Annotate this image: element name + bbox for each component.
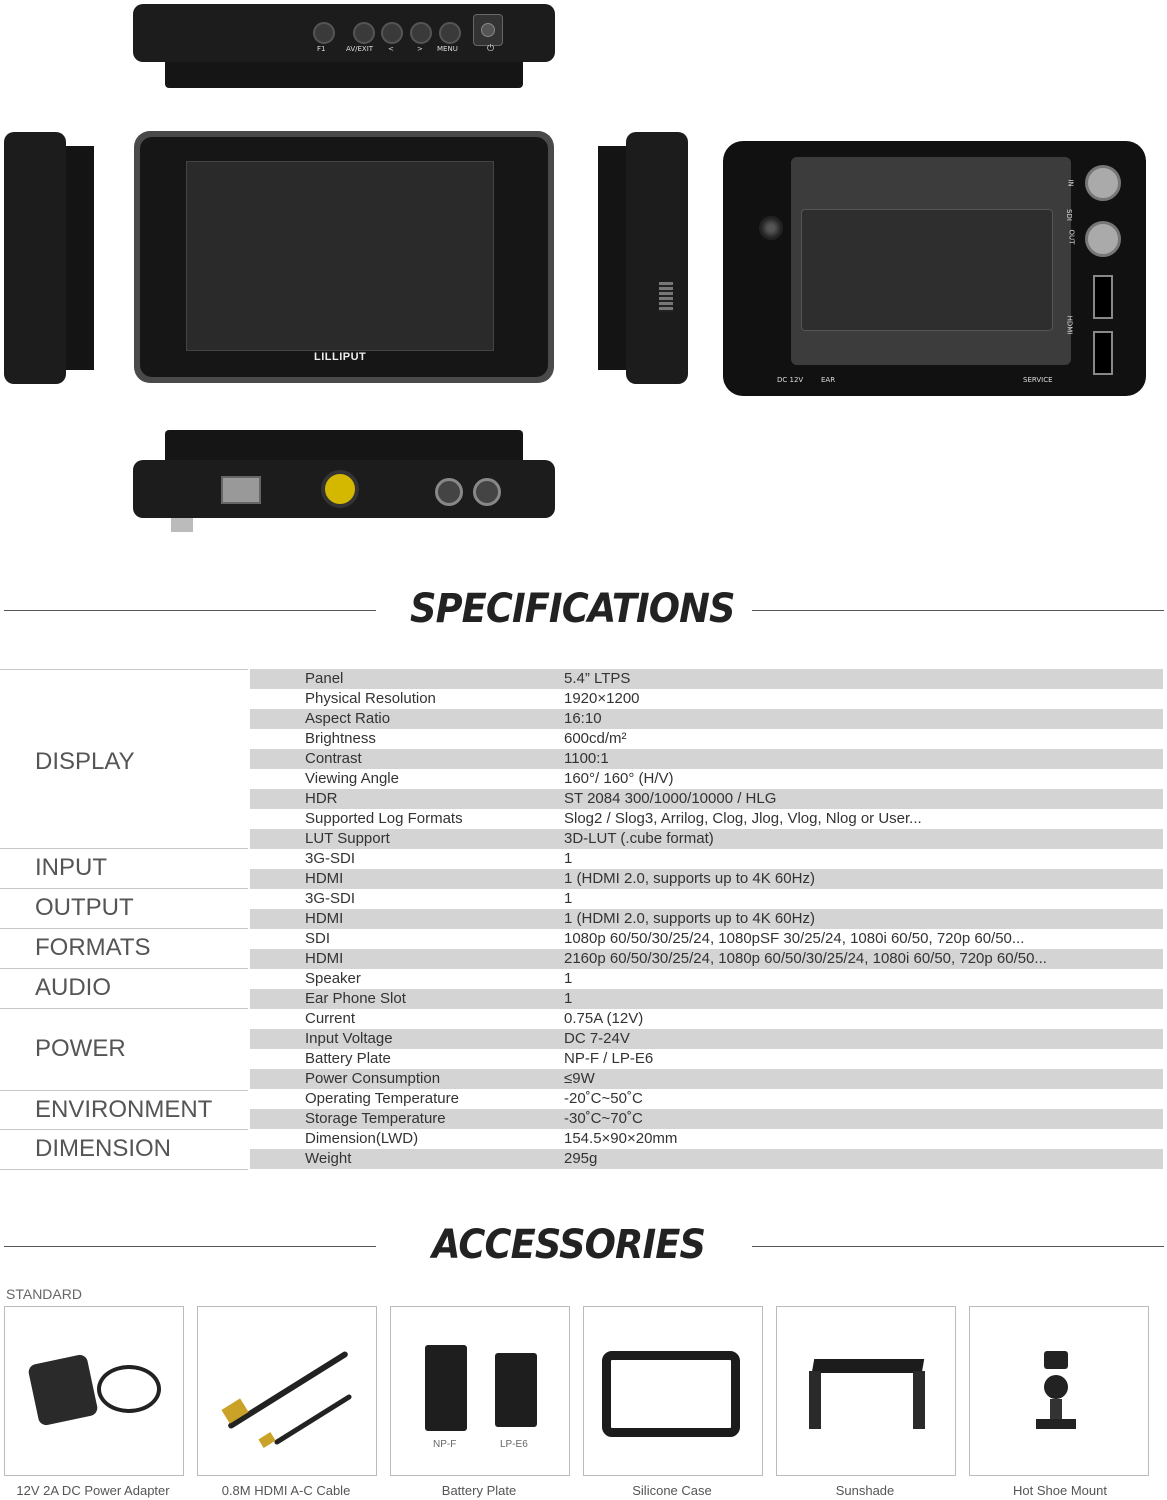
hdmi-label: HDMI — [1065, 315, 1074, 335]
table-row: 3G-SDI 1 — [305, 890, 573, 907]
vent-icon — [659, 282, 673, 312]
acc-rule-right — [752, 1246, 1164, 1247]
category-input: INPUT — [0, 848, 248, 889]
table-row: Ear Phone Slot 1 — [250, 989, 1163, 1009]
right-label: > — [417, 45, 423, 53]
category-display: DISPLAY — [0, 669, 248, 849]
caption-silicone-case: Silicone Case — [632, 1483, 712, 1498]
screen — [186, 161, 494, 351]
table-row: Panel 5.4” LTPS — [250, 669, 1163, 689]
bnc-connector-icon — [171, 518, 193, 532]
category-dimension: DIMENSION — [0, 1129, 248, 1170]
table-row: Dimension(LWD) 154.5×90×20mm — [305, 1130, 678, 1147]
spec-rule-left — [4, 610, 376, 611]
table-row: Storage Temperature -30˚C~70˚C — [250, 1109, 1163, 1129]
dc-jack-icon — [473, 478, 501, 506]
sdi-out-connector-icon — [1085, 221, 1121, 257]
acc-rule-left — [4, 1246, 376, 1247]
category-power: POWER — [0, 1008, 248, 1091]
left-button[interactable] — [381, 22, 403, 44]
table-row: SDI 1080p 60/50/30/25/24, 1080pSF 30/25/24, 1080i 60/50, 720p 60/50... — [305, 930, 1025, 947]
caption-hdmi-cable: 0.8M HDMI A-C Cable — [221, 1483, 351, 1498]
accessories-heading: ACCESSORIES — [432, 1222, 706, 1268]
device-bottom-view — [133, 430, 555, 535]
lpe6-plate-icon — [495, 1353, 537, 1427]
left-label: < — [388, 45, 394, 53]
earphone-jack-icon — [435, 478, 463, 506]
hdmi-in-port-icon — [1093, 331, 1113, 375]
ear-label: EAR — [821, 376, 836, 384]
category-environment: ENVIRONMENT — [0, 1090, 248, 1130]
usb-port-icon — [221, 476, 261, 504]
power-icon: ⏻ — [487, 44, 495, 54]
table-row: Supported Log Formats Slog2 / Slog3, Arrilog, Clog, Jlog, Vlog, Nlog or User... — [305, 810, 922, 827]
hdmi-cable-icon — [227, 1350, 349, 1429]
table-row: Battery Plate NP-F / LP-E6 — [305, 1050, 654, 1067]
table-row: Speaker 1 — [305, 970, 573, 987]
table-row: HDMI 2160p 60/50/30/25/24, 1080p 60/50/30/25/24, 1080i 60/50, 720p 60/50... — [250, 949, 1163, 969]
table-row: HDMI 1 (HDMI 2.0, supports up to 4K 60Hz) — [250, 909, 1163, 929]
sunshade-icon — [812, 1359, 924, 1373]
av-exit-button[interactable] — [353, 22, 375, 44]
spec-table — [250, 669, 1163, 1169]
category-formats: FORMATS — [0, 928, 248, 969]
battery-plate — [801, 209, 1053, 331]
accessory-hdmi-cable — [197, 1306, 377, 1476]
caption-hot-shoe-mount: Hot Shoe Mount — [1013, 1483, 1107, 1498]
device-left-side — [4, 132, 94, 384]
table-row: Viewing Angle 160°/ 160° (H/V) — [305, 770, 674, 787]
accessory-battery-plate — [390, 1306, 570, 1476]
category-output: OUTPUT — [0, 888, 248, 929]
specifications-heading: SPECIFICATIONS — [410, 586, 735, 632]
category-audio: AUDIO — [0, 968, 248, 1009]
table-row: HDMI 1 (HDMI 2.0, supports up to 4K 60Hz) — [250, 869, 1163, 889]
device-top-view — [133, 4, 555, 89]
f1-label: F1 — [317, 45, 326, 53]
npf-plate-icon — [425, 1345, 467, 1431]
table-row: Operating Temperature -20˚C~50˚C — [305, 1090, 643, 1107]
table-row: Contrast 1100:1 — [250, 749, 1163, 769]
brand-logo: LILLIPUT — [314, 351, 367, 363]
table-row: 3G-SDI 1 — [305, 850, 573, 867]
table-row: Physical Resolution 1920×1200 — [305, 690, 640, 707]
accessory-sunshade — [776, 1306, 956, 1476]
menu-label: MENU — [437, 45, 458, 53]
caption-battery-plate: Battery Plate — [441, 1483, 517, 1498]
cable-coil-icon — [97, 1365, 161, 1413]
f1-button[interactable] — [313, 22, 335, 44]
sdi-in-connector-icon — [1085, 165, 1121, 201]
mini-hdmi-plug-icon — [258, 1432, 275, 1448]
accessory-hot-shoe-mount — [969, 1306, 1149, 1476]
dc-label: DC 12V — [777, 376, 804, 384]
table-row: LUT Support 3D-LUT (.cube format) — [250, 829, 1163, 849]
table-row: Brightness 600cd/m² — [305, 730, 627, 747]
av-jack-icon — [321, 470, 359, 508]
hdmi-out-port-icon — [1093, 275, 1113, 319]
caption-sunshade: Sunshade — [835, 1483, 895, 1498]
npf-label: NP-F — [433, 1439, 457, 1450]
hot-shoe-mount-icon — [1044, 1351, 1068, 1369]
spec-rule-right — [752, 610, 1164, 611]
table-row: Weight 295g — [250, 1149, 1163, 1169]
device-right-side — [598, 132, 688, 384]
silicone-case-icon — [602, 1351, 740, 1437]
table-row: Power Consumption ≤9W — [250, 1069, 1163, 1089]
power-button[interactable] — [473, 14, 503, 46]
table-row: HDR ST 2084 300/1000/10000 / HLG — [250, 789, 1163, 809]
power-adapter-icon — [27, 1353, 99, 1426]
accessory-silicone-case — [583, 1306, 763, 1476]
in-label: IN — [1066, 179, 1075, 187]
table-row: Aspect Ratio 16:10 — [250, 709, 1163, 729]
table-row: Input Voltage DC 7-24V — [250, 1029, 1163, 1049]
standard-label: STANDARD — [6, 1286, 82, 1302]
menu-button[interactable] — [439, 22, 461, 44]
caption-power-adapter: 12V 2A DC Power Adapter — [16, 1483, 170, 1498]
device-rear-view — [723, 141, 1146, 396]
av-exit-label: AV/EXIT — [346, 45, 374, 53]
service-label: SERVICE — [1023, 376, 1053, 384]
lpe6-label: LP-E6 — [500, 1439, 528, 1450]
sdi-label: SDI — [1064, 209, 1073, 221]
table-row: Current 0.75A (12V) — [305, 1010, 644, 1027]
speaker-grille-icon — [759, 216, 783, 240]
right-button[interactable] — [410, 22, 432, 44]
device-front-view — [134, 131, 554, 383]
out-label: OUT — [1067, 229, 1076, 245]
accessory-power-adapter — [4, 1306, 184, 1476]
